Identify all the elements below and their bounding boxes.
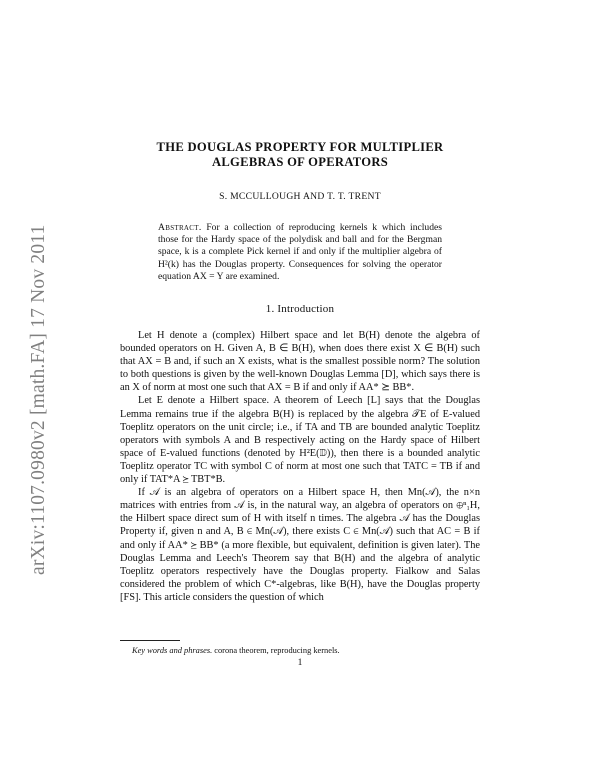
abstract bbox=[158, 222, 442, 283]
footnote-text: corona theorem, reproducing kernels. bbox=[212, 646, 340, 655]
footnote-label: Key words and phrases. bbox=[132, 646, 213, 655]
paragraph-2: Let E denote a Hilbert space. A theorem of Leech [L] says that the Douglas Lemma remains true if the algebra B(H) is replaced by the algebra 𝒯E of E-valued Toeplitz operators on the unit circle; i.e., if TA and TB are bounded analytic Toeplitz operators with symbols A and B respectively acting on the Hardy space of Hilbert space of E-valued functions (denoted by H²E(𝔻)), then there is a bounded analytic Toeplitz operator TC with symbol C of norm at most one such that TATC = TB if and only if TAT*A ⪰ TBT*B. bbox=[120, 395, 480, 486]
body-text bbox=[120, 329, 480, 604]
footnote bbox=[120, 646, 480, 655]
paper-title bbox=[120, 140, 480, 170]
page-number: 1 bbox=[297, 658, 303, 668]
arxiv-id: arXiv:1107.0980v2 [math.FA] 17 Nov 2011 bbox=[28, 224, 49, 575]
title-line-2: ALGEBRAS OF OPERATORS bbox=[211, 155, 389, 169]
paper-page bbox=[120, 140, 480, 668]
authors: S. MCCULLOUGH AND T. T. TRENT bbox=[219, 191, 381, 202]
footnote-rule bbox=[120, 640, 180, 641]
arxiv-sidebar bbox=[0, 0, 49, 776]
section-heading: 1. Introduction bbox=[265, 303, 335, 316]
paragraph-3: If 𝒜 is an algebra of operators on a Hilbert space H, then Mn(𝒜), the n×n matrices with entries from 𝒜 is, in the natural way, an algebra of operators on ⊕ⁿ₁H, the Hilbert space direct sum of H with itself n times. The algebra 𝒜 has the Douglas Property if, given n and A, B ∈ Mn(𝒜), there exists C ∈ Mn(𝒜) such that AC = B if and only if AA* ⪰ BB* (a more flexible, but equivalent, definition is given later). The Douglas Lemma and Leech's Theorem say that B(H) and the algebra of analytic Toeplitz operators respectively have the Douglas property. Fialkow and Salas considered the problem of which C*-algebras, like B(H), have the Douglas property [FS]. This article considers the question of which bbox=[120, 487, 480, 603]
abstract-label: Abstract. bbox=[158, 222, 202, 233]
abstract-text: For a collection of reproducing kernels k which includes those for the Hardy space of the polydisk and ball and for the Bergman space, k is a complete Pick kernel if and only if the multiplier algebra of H²(k) has the Douglas property. Consequences for solving the operator equation AX = Y are examined. bbox=[158, 222, 442, 282]
paragraph-1: Let H denote a (complex) Hilbert space and let B(H) denote the algebra of bounded operators on H. Given A, B ∈ B(H), when does there exist X ∈ B(H) such that AX = B and, if such an X exists, what is the smallest possible norm? The solution to both questions is given by the well-known Douglas Lemma [D], which says there is an X of norm at most one such that AX = B if and only if AA* ⪰ BB*. bbox=[120, 330, 480, 394]
title-line-1: THE DOUGLAS PROPERTY FOR MULTIPLIER bbox=[156, 140, 444, 154]
